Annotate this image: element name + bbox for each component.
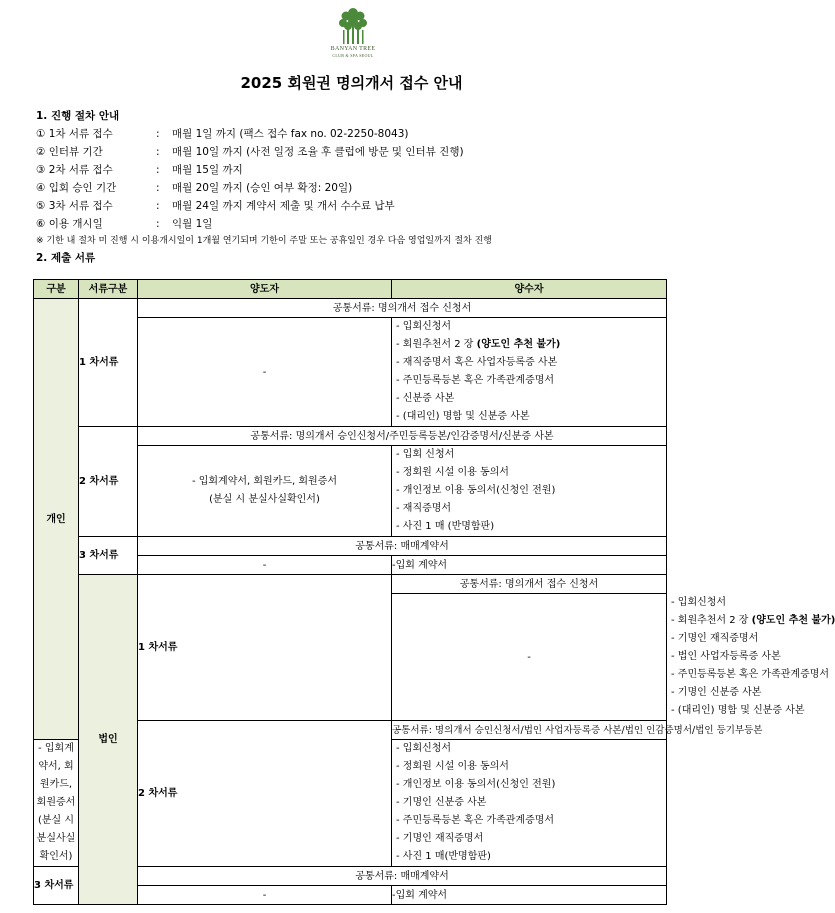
step-value: 매월 1일 까지 (팩스 접수 fax no. 02-2250-8043) bbox=[172, 128, 409, 140]
list-item: - (대리인) 명함 및 신분증 사본 bbox=[396, 411, 530, 422]
list-item: - 개인정보 이용 동의서(신청인 전원) bbox=[396, 779, 556, 790]
step-colon: : bbox=[156, 164, 160, 176]
step-value: 매월 20일 까지 (승인 여부 확정: 20일) bbox=[172, 182, 353, 194]
list-item: - 입회신청서 bbox=[671, 597, 727, 608]
list-item: - 정회원 시설 이용 동의서 bbox=[396, 761, 509, 772]
list-item: - 회원추천서 2 장 (양도인 추천 불가) bbox=[671, 615, 835, 626]
round-label: 2 차서류 bbox=[138, 721, 392, 867]
documents-table bbox=[33, 279, 835, 905]
list-item: - 입회신청서 bbox=[396, 321, 452, 332]
list-item: - 기명인 재직증명서 bbox=[671, 633, 759, 644]
round-label: 2 차서류 bbox=[79, 427, 138, 537]
round-label: 3 차서류 bbox=[34, 867, 79, 905]
transferee-documents: -입회 계약서 bbox=[392, 556, 667, 575]
common-documents: 공통서류: 명의개서 접수 신청서 bbox=[392, 575, 667, 594]
transferee-documents: -입회 계약서 bbox=[392, 886, 667, 905]
list-item: - 개인정보 이용 동의서(신청인 전원) bbox=[396, 485, 556, 496]
transferee-documents bbox=[392, 740, 667, 867]
step-colon: : bbox=[156, 182, 160, 194]
step-item bbox=[36, 161, 676, 179]
list-item: - 사진 1 매(반명함판) bbox=[396, 851, 491, 862]
list-item: - 신분증 사본 bbox=[396, 393, 455, 404]
section-heading-documents: 2. 제출 서류 bbox=[36, 252, 96, 264]
transferor-documents: - bbox=[138, 886, 392, 905]
procedure-steps bbox=[36, 125, 676, 249]
group-corporate: 법인 bbox=[79, 575, 138, 905]
round-label: 3 차서류 bbox=[79, 537, 138, 575]
step-item bbox=[36, 125, 676, 143]
section-heading-procedure: 1. 진행 절차 안내 bbox=[36, 110, 120, 122]
step-colon: : bbox=[156, 200, 160, 212]
list-item: - 법인 사업자등록증 사본 bbox=[671, 651, 781, 662]
step-value: 익월 1일 bbox=[172, 218, 213, 230]
step-label: ⑥ 이용 개시일 bbox=[36, 218, 103, 230]
list-item: - 사진 1 매 (반명함판) bbox=[396, 521, 495, 532]
step-value: 매월 15일 까지 bbox=[172, 164, 243, 176]
step-value: 매월 10일 까지 (사전 일정 조율 후 클럽에 방문 및 인터뷰 진행) bbox=[172, 146, 464, 158]
logo-brand: BANYAN TREE bbox=[330, 46, 376, 52]
transferee-documents bbox=[392, 318, 667, 427]
step-item bbox=[36, 197, 676, 215]
common-documents: 공통서류: 명의개서 승인신청서/법인 사업자등록증 사본/법인 인감증명서/법인 등기부등본 bbox=[392, 721, 667, 740]
step-colon: : bbox=[156, 218, 160, 230]
header-transferor: 양도자 bbox=[138, 280, 392, 299]
list-item: - 기명인 재직증명서 bbox=[396, 833, 484, 844]
group-individual: 개인 bbox=[34, 299, 79, 740]
list-item: - 기명인 신분증 사본 bbox=[396, 797, 487, 808]
list-item: - 주민등록등본 혹은 가족관계증명서 bbox=[671, 669, 830, 680]
common-documents: 공통서류: 명의개서 승인신청서/주민등록등본/인감증명서/신분증 사본 bbox=[138, 427, 667, 446]
step-item bbox=[36, 143, 676, 161]
header-transferee: 양수자 bbox=[392, 280, 667, 299]
step-value: 매월 24일 까지 계약서 제출 및 개서 수수료 납부 bbox=[172, 200, 395, 212]
list-item: - 입회 신청서 bbox=[396, 449, 455, 460]
common-documents: 공통서류: 명의개서 접수 신청서 bbox=[138, 299, 667, 318]
table-header-row bbox=[34, 280, 667, 299]
step-label: ② 인터뷰 기간 bbox=[36, 146, 103, 158]
list-item: - 재직증명서 bbox=[396, 503, 452, 514]
logo bbox=[326, 6, 380, 66]
table-row bbox=[34, 575, 667, 594]
list-item: - 정회원 시설 이용 동의서 bbox=[396, 467, 509, 478]
step-label: ⑤ 3차 서류 접수 bbox=[36, 200, 113, 212]
list-item: - 회원추천서 2 장 (양도인 추천 불가) bbox=[396, 339, 561, 350]
step-colon: : bbox=[156, 128, 160, 140]
page-title: 2025 회원권 명의개서 접수 안내 bbox=[240, 74, 463, 92]
step-label: ① 1차 서류 접수 bbox=[36, 128, 113, 140]
common-documents: 공통서류: 매매계약서 bbox=[138, 867, 667, 886]
list-item: - (대리인) 명함 및 신분증 사본 bbox=[671, 705, 805, 716]
step-label: ④ 입회 승인 기간 bbox=[36, 182, 117, 194]
list-item: - 재직증명서 혹은 사업자등록증 사본 bbox=[396, 357, 558, 368]
list-item: - 기명인 신분증 사본 bbox=[671, 687, 762, 698]
step-item bbox=[36, 179, 676, 197]
round-label: 1 차서류 bbox=[138, 575, 392, 721]
step-label: ③ 2차 서류 접수 bbox=[36, 164, 113, 176]
transferor-documents: - 입회계약서, 회원카드, 회원증서 (분실 시 분실사실확인서) bbox=[34, 740, 79, 867]
table-row bbox=[34, 537, 667, 556]
logo-subtitle: CLUB & SPA SEOUL bbox=[332, 53, 374, 58]
transferor-documents: - bbox=[138, 318, 392, 427]
banyan-tree-logo-icon bbox=[338, 6, 368, 46]
common-documents: 공통서류: 매매계약서 bbox=[138, 537, 667, 556]
table-row bbox=[34, 299, 667, 318]
header-category: 구분 bbox=[34, 280, 79, 299]
step-item bbox=[36, 215, 676, 233]
procedure-note: ※ 기한 내 절차 미 진행 시 이용개시일이 1개월 연기되며 기한이 주말 또는 공휴일인 경우 다음 영업일까지 절차 진행 bbox=[36, 236, 492, 246]
list-item: - 입회신청서 bbox=[396, 743, 452, 754]
table-row bbox=[34, 427, 667, 446]
transferor-documents: - 입회계약서, 회원카드, 회원증서 (분실 시 분실사실확인서) bbox=[138, 446, 392, 537]
transferor-documents: - bbox=[392, 594, 667, 721]
round-label: 1 차서류 bbox=[79, 299, 138, 427]
list-item: - 주민등록등본 혹은 가족관계증명서 bbox=[396, 815, 555, 826]
transferor-documents: - bbox=[138, 556, 392, 575]
step-colon: : bbox=[156, 146, 160, 158]
header-document-round: 서류구분 bbox=[79, 280, 138, 299]
transferee-documents bbox=[392, 446, 667, 537]
list-item: - 주민등록등본 혹은 가족관계증명서 bbox=[396, 375, 555, 386]
